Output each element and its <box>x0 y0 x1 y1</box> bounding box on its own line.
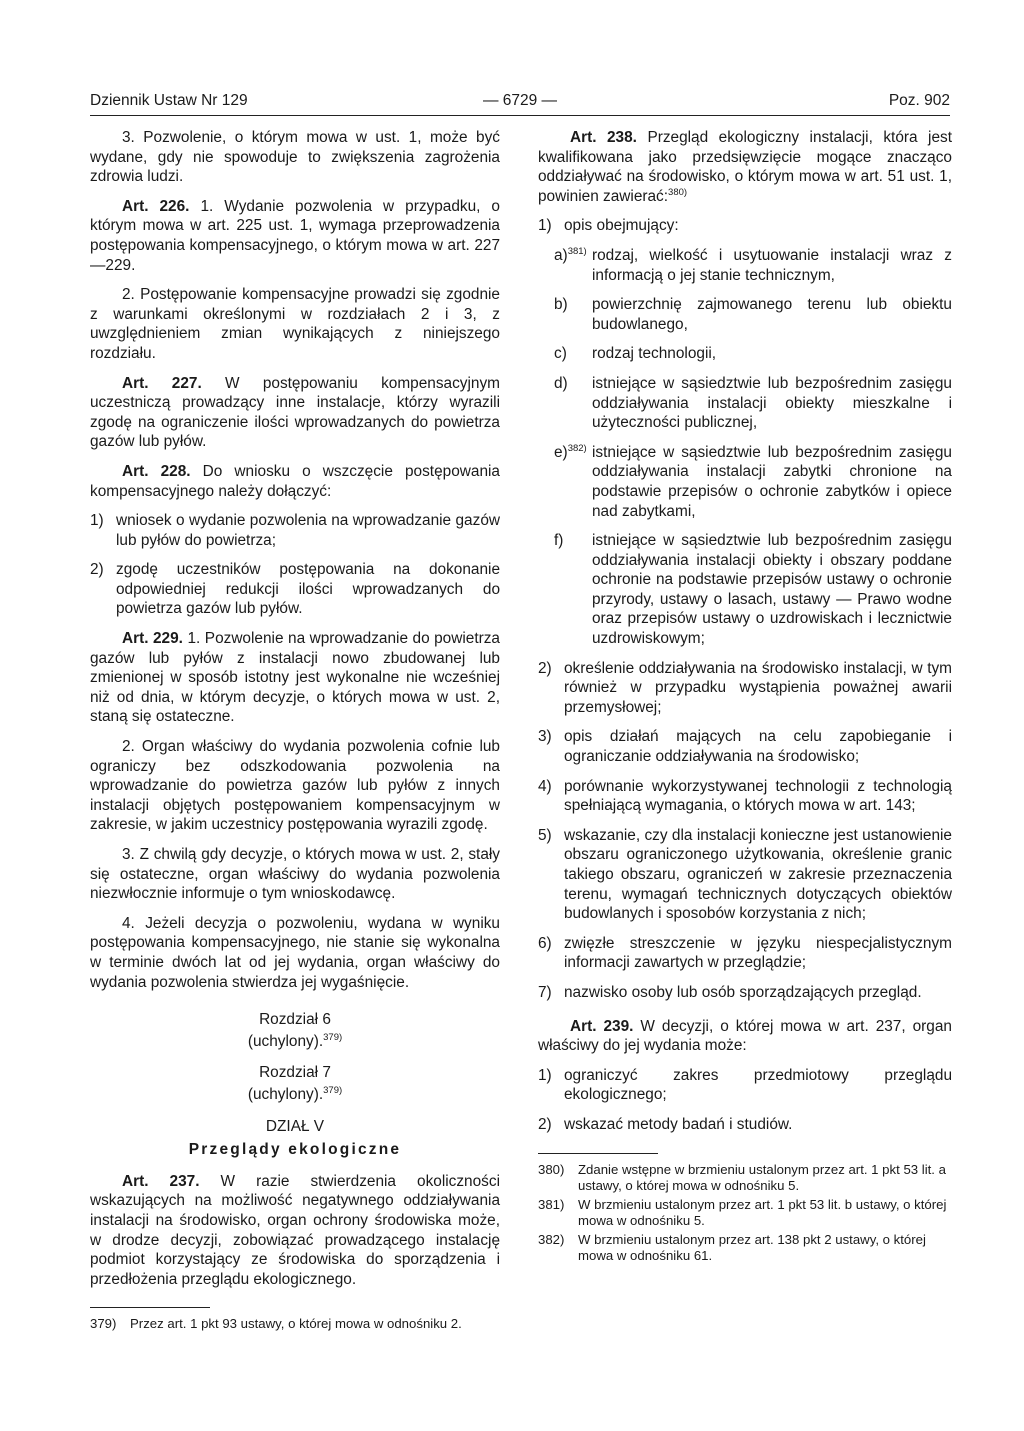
sub-item-number <box>554 246 592 285</box>
footnote <box>90 1316 500 1333</box>
chapter-6-title: Rozdział 6 <box>259 1011 331 1029</box>
item-number: 2) <box>538 659 552 677</box>
sub-item-number: f) <box>554 532 564 550</box>
footnote-text: Zdanie wstępne w brzmieniu ustalonym przez art. 1 pkt 53 lit. a ustawy, o której mowa w odnośniku 5. <box>578 1161 946 1194</box>
item-number: 1) <box>90 512 104 530</box>
list-item <box>90 511 500 550</box>
footnote <box>538 1197 952 1230</box>
list-item <box>538 934 952 973</box>
sub-item-text: rodzaj, wielkość i usytuowanie instalacji wraz z informacją o jej stanie technicznym, <box>592 246 952 284</box>
sub-item <box>554 246 952 285</box>
page-header <box>90 92 950 114</box>
left-column <box>90 128 500 1335</box>
footnote-ref: 382) <box>567 442 587 454</box>
list-item <box>538 216 952 236</box>
paragraph: 2. Organ właściwy do wydania pozwolenia cofnie lub ograniczy bez odszkodowania pozwolenia na wprowadzanie do powietrza gazów lub pyłów z innych instalacji objętych postępowaniem kompensacyjnym w zakresie, w jakim uczestnicy postępowania wyrazili zgodę. <box>90 738 500 834</box>
sub-item-text: rodzaj technologii, <box>592 345 717 363</box>
footnote-ref: 379) <box>323 1084 343 1096</box>
sub-item-letter: a) <box>554 246 568 264</box>
article-228 <box>90 462 500 501</box>
article-text: 1. Wydanie pozwolenia w przypadku, o którym mowa w art. 225 ust. 1, wymaga przeprowadzenia postępowania kompensacyjnego, o którym mowa w art. 227—229. <box>90 197 500 274</box>
article-239 <box>538 1017 952 1056</box>
article-226 <box>90 197 500 275</box>
item-number: 7) <box>538 983 552 1001</box>
footnote-rule <box>90 1307 210 1308</box>
chapter-7-status <box>90 1085 500 1105</box>
footnote-rule <box>538 1153 658 1154</box>
item-text: ograniczyć zakres przedmiotowy przeglądu ekologicznego; <box>564 1066 952 1104</box>
list-item <box>538 826 952 924</box>
sub-item-number: b) <box>554 296 568 314</box>
paragraph: 3. Pozwolenie, o którym mowa w ust. 1, może być wydane, gdy nie spowoduje to zwiększenia zagrożenia zdrowia ludzi. <box>90 129 500 186</box>
article-label: Art. 228. <box>122 462 191 480</box>
sub-item <box>554 344 952 364</box>
position-number: Poz. 902 <box>888 92 950 109</box>
item-text: opis działań mających na celu zapobieganie i ograniczanie oddziaływania na środowisko; <box>564 728 952 766</box>
item-text: porównanie wykorzystywanej technologii z technologią spełniającą wymagania, o których mowa w art. 143; <box>564 777 952 815</box>
status-text: (uchylony). <box>247 1032 324 1050</box>
sub-item-text: istniejące w sąsiedztwie lub bezpośrednim zasięgu oddziaływania instalacji obiekty mieszkalne i użyteczności publicznej, <box>592 374 952 432</box>
list-item <box>538 1115 952 1135</box>
sub-item <box>554 374 952 433</box>
chapter-7-title: Rozdział 7 <box>259 1064 331 1082</box>
sub-item-number <box>554 443 592 521</box>
footnote-text: W brzmieniu ustalonym przez art. 138 pkt 2 ustawy, o której mowa w odnośniku 61. <box>578 1231 926 1264</box>
sub-item <box>554 443 952 521</box>
footnote-mark: 380) <box>538 1161 565 1177</box>
article-label: Art. 237. <box>122 1172 200 1190</box>
footnote-text: W brzmieniu ustalonym przez art. 1 pkt 53 lit. b ustawy, o której mowa w odnośniku 5. <box>578 1196 947 1229</box>
article-text: Do wniosku o wszczęcie postępowania kompensacyjnego należy dołączyć: <box>90 462 500 500</box>
page-number: — 6729 — <box>482 92 558 109</box>
item-text: wskazanie, czy dla instalacji konieczne jest ustanowienie obszaru ograniczonego użytkowania, określenie granic takiego obszaru, ograniczeń w zakresie przeznaczenia terenu, wymagań technicznych dotyczących obiektów budowlanych i sposobów korzystania z nich; <box>564 826 952 923</box>
header-rule <box>90 115 950 116</box>
article-label: Art. 226. <box>122 197 190 215</box>
footnote-mark: 379) <box>90 1316 117 1332</box>
footnote-mark: 381) <box>538 1196 565 1212</box>
sub-item-number: d) <box>554 374 568 392</box>
article-237 <box>90 1172 500 1290</box>
article-label: Art. 227. <box>122 374 202 392</box>
item-text: nazwisko osoby lub osób sporządzających przegląd. <box>564 983 922 1001</box>
item-number: 1) <box>538 217 552 235</box>
article-238 <box>538 128 952 206</box>
paragraph: 4. Jeżeli decyzja o pozwoleniu, wydana w wyniku postępowania kompensacyjnego, nie stanie się wykonalna w terminie dwóch lat od jej wydania, organ właściwy do wydania pozwolenia stwierdza jej wygaśnięcie. <box>90 914 500 991</box>
article-text: W postępowaniu kompensacyjnym uczestniczą prowadzący inne instalacje, którzy wyrazili zgodę na ograniczenie ilości wprowadzanych do powietrza gazów lub pyłów. <box>90 374 500 451</box>
list-item <box>538 659 952 718</box>
item-text: wskazać metody badań i studiów. <box>564 1115 793 1133</box>
list-item <box>538 727 952 766</box>
article-text: Przegląd ekologiczny instalacji, która jest kwalifikowana jako przedsięwzięcie mogące znacząco oddziaływać na środowisko, o którym mowa w art. 51 ust. 1, powinien zawierać: <box>538 129 952 205</box>
sub-item-number: c) <box>554 345 567 363</box>
footnote <box>538 1162 952 1195</box>
division-title: Przeglądy ekologiczne <box>188 1141 402 1159</box>
item-number: 6) <box>538 934 552 952</box>
article-text: 1. Pozwolenie na wprowadzanie do powietrza gazów lub pyłów z instalacji nowo zbudowanej lub zmienionej w sposób istotny jest wykonalne nie wcześniej niż od dnia, w którym decyzje, o których mowa w ust. 2, staną się ostateczne. <box>90 630 500 726</box>
sub-item-letter: e) <box>554 443 568 461</box>
right-column <box>538 128 952 1267</box>
status-text: (uchylony). <box>247 1085 324 1103</box>
item-number: 3) <box>538 728 552 746</box>
item-text: zwięzłe streszczenie w języku niespecjalistycznym informacji zawartych w przeglądzie; <box>564 934 952 972</box>
sub-item-text: istniejące w sąsiedztwie lub bezpośrednim zasięgu oddziaływania instalacji zabytki chronione na podstawie przepisów o ochronie zabytków i opiece nad zabytkami, <box>592 443 952 520</box>
list-item <box>538 1066 952 1105</box>
sub-item <box>554 531 952 649</box>
article-229 <box>90 629 500 727</box>
list-item <box>538 983 952 1003</box>
journal-title: Dziennik Ustaw Nr 129 <box>90 92 248 109</box>
list-item <box>90 560 500 619</box>
article-label: Art. 238. <box>570 129 637 146</box>
division-heading: DZIAŁ V <box>265 1117 325 1135</box>
footnote-mark: 382) <box>538 1231 565 1247</box>
footnote-ref: 380) <box>668 186 688 198</box>
article-label: Art. 229. <box>122 630 183 648</box>
paragraph: 2. Postępowanie kompensacyjne prowadzi się zgodnie z warunkami określonymi w rozdziałach 2 i 3, z uwzględnieniem zmian wynikających z niniejszego rozdziału. <box>90 286 500 362</box>
item-text: zgodę uczestników postępowania na dokonanie odpowiedniej redukcji ilości wprowadzanych do powietrza gazów lub pyłów. <box>116 561 500 618</box>
article-text: W razie stwierdzenia okoliczności wskazujących na możliwość negatywnego oddziaływania instalacji na środowisko, organ ochrony środowiska może, w drodze decyzji, zobowiązać prowadzącego instalację podmiot korzystający ze środowiska do sporządzenia i przedłożenia przeglądu ekologicznego. <box>90 1172 500 1288</box>
item-number: 1) <box>538 1066 552 1084</box>
item-text: określenie oddziaływania na środowisko instalacji, w tym również w przypadku wystąpienia poważnej awarii przemysłowej; <box>564 659 952 716</box>
footnote-text: Przez art. 1 pkt 93 ustawy, o której mowa w odnośniku 2. <box>130 1316 462 1332</box>
item-number: 2) <box>90 561 104 579</box>
list-item <box>538 777 952 816</box>
sub-item <box>554 295 952 334</box>
sub-item-text: powierzchnię zajmowanego terenu lub obiektu budowlanego, <box>592 296 952 333</box>
chapter-6-status <box>90 1032 500 1052</box>
item-text: opis obejmujący: <box>564 217 679 235</box>
article-text: W decyzji, o której mowa w art. 237, organ właściwy do jej wydania może: <box>538 1017 952 1055</box>
footnote-ref: 379) <box>323 1031 343 1043</box>
footnote-ref: 381) <box>567 245 587 257</box>
footnote <box>538 1232 952 1265</box>
article-label: Art. 239. <box>570 1017 634 1035</box>
article-227 <box>90 374 500 452</box>
item-number: 4) <box>538 777 552 795</box>
sub-item-text: istniejące w sąsiedztwie lub bezpośrednim zasięgu oddziaływania instalacji obiekty i obszary poddane ochronie na podstawie przepisów ustawy o ochronie przyrody, ustawy o lasach, ustawy — Prawo wodne oraz przepisów ustawy o uzdrowiskach i lecznictwie uzdrowiskowym; <box>592 532 952 648</box>
item-number: 5) <box>538 826 552 844</box>
paragraph: 3. Z chwilą gdy decyzje, o których mowa w ust. 2, stały się ostateczne, organ właściwy do wydania pozwolenia niezwłocznie informuje o tym wnioskodawcę. <box>90 846 500 903</box>
item-number: 2) <box>538 1115 552 1133</box>
item-text: wniosek o wydanie pozwolenia na wprowadzanie gazów lub pyłów do powietrza; <box>116 512 500 549</box>
